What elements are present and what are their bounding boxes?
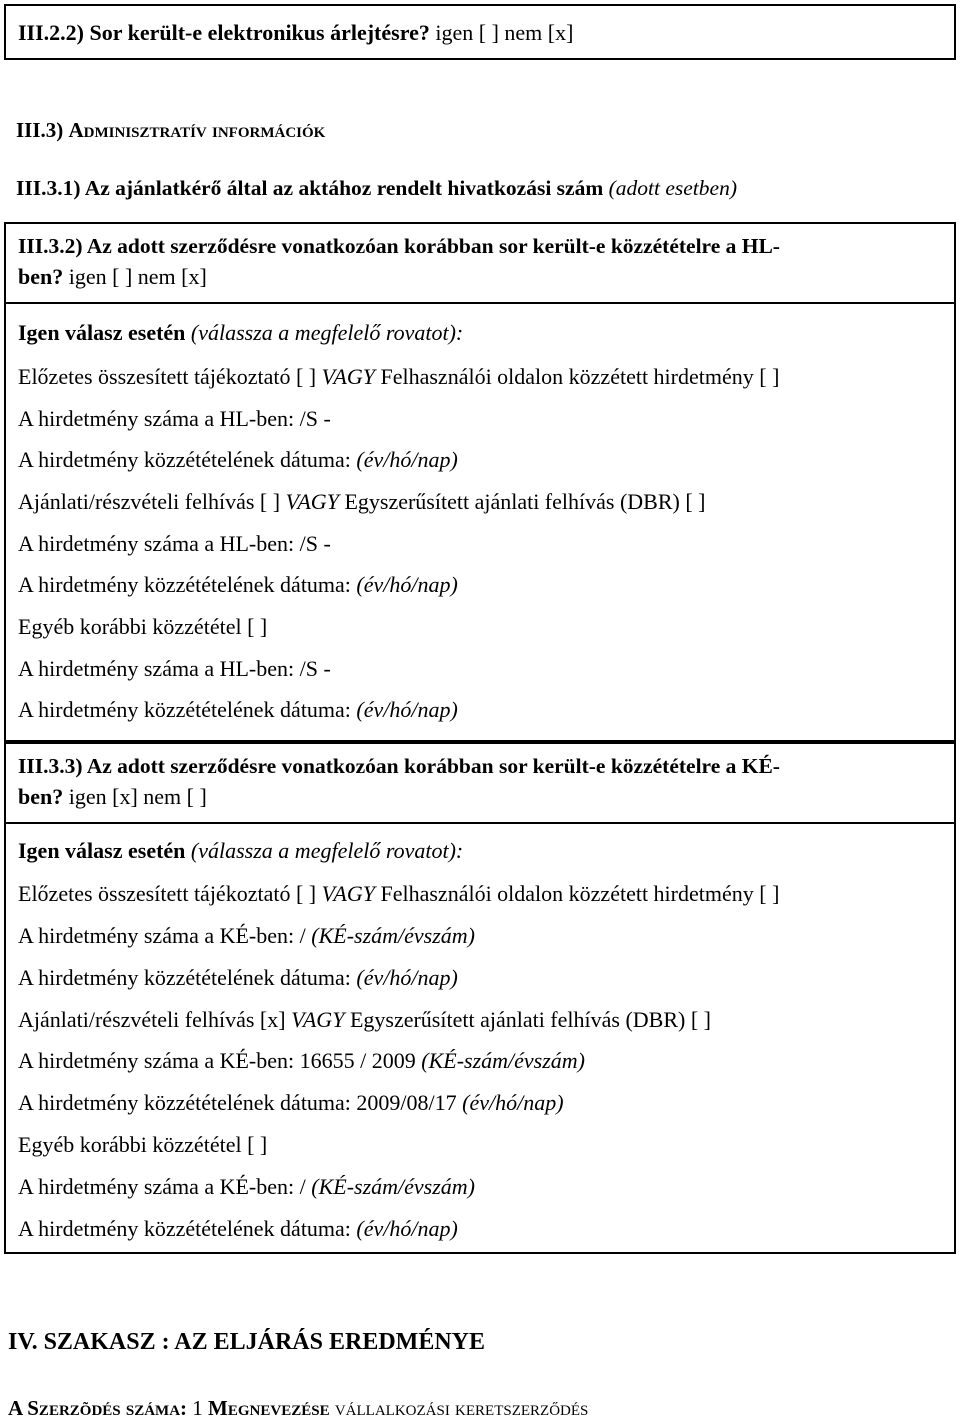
- ke-notice-date-1: A hirdetmény közzétételének dátuma: (év/hó/nap): [18, 965, 458, 990]
- hl-notice-date-3: A hirdetmény közzétételének dátuma: (év/hó/nap): [18, 697, 458, 722]
- ke-option-call: Ajánlati/részvételi felhívás [x] VAGY Egyszerűsített ajánlati felhívás (DBR) [ ]: [18, 1007, 711, 1032]
- ke-question-line2: ben? igen [x] nem [ ]: [18, 784, 207, 809]
- hl-notice-number-1: A hirdetmény száma a HL-ben: /S -: [18, 406, 331, 431]
- hl-reply-instruction: Igen válasz esetén (válassza a megfelelő rovatot):: [18, 320, 464, 345]
- hl-question-line2: ben? igen [ ] nem [x]: [18, 264, 207, 289]
- hl-option-call: Ajánlati/részvételi felhívás [ ] VAGY Egyszerűsített ajánlati felhívás (DBR) [ ]: [18, 489, 706, 514]
- hl-option-other: Egyéb korábbi közzététel [ ]: [18, 614, 268, 639]
- ke-option-prior-info: Előzetes összesített tájékoztató [ ] VAGY Felhasználói oldalon közzétett hirdetmény [ ]: [18, 881, 780, 906]
- hl-question-line1: III.3.2) Az adott szerződésre vonatkozóan korábban sor került-e közzétételre a HL-: [18, 234, 780, 258]
- admin-heading: III.3) Adminisztratív információk: [16, 118, 326, 142]
- hl-notice-date-1: A hirdetmény közzétételének dátuma: (év/hó/nap): [18, 447, 458, 472]
- hl-option-prior-info: Előzetes összesített tájékoztató [ ] VAGY Felhasználói oldalon közzétett hirdetmény [ ]: [18, 364, 780, 389]
- hl-divider: [6, 302, 954, 304]
- hl-notice-number-3: A hirdetmény száma a HL-ben: /S -: [18, 656, 331, 681]
- ke-notice-number-3: A hirdetmény száma a KÉ-ben: / (KÉ-szám/évszám): [18, 1174, 476, 1199]
- ke-divider: [6, 822, 954, 824]
- hl-publication-box: [4, 222, 956, 742]
- ke-notice-date-2: A hirdetmény közzétételének dátuma: 2009/08/17 (év/hó/nap): [18, 1090, 564, 1115]
- ke-notice-number-2: A hirdetmény száma a KÉ-ben: 16655 / 2009 (KÉ-szám/évszám): [18, 1048, 586, 1073]
- auction-question-box: [4, 4, 956, 60]
- ke-notice-number-1: A hirdetmény száma a KÉ-ben: / (KÉ-szám/évszám): [18, 923, 476, 948]
- contract-line: A Szerzõdés száma: 1 Megnevezése vállalkozási keretszerződés: [8, 1396, 589, 1420]
- ke-publication-box: [4, 742, 956, 1254]
- ke-option-other: Egyéb korábbi közzététel [ ]: [18, 1132, 268, 1157]
- hl-notice-number-2: A hirdetmény száma a HL-ben: /S -: [18, 531, 331, 556]
- section-iv-title: IV. SZAKASZ : AZ ELJÁRÁS EREDMÉNYE: [8, 1329, 485, 1355]
- ke-reply-instruction: Igen válasz esetén (válassza a megfelelő rovatot):: [18, 838, 464, 863]
- hl-notice-date-2: A hirdetmény közzétételének dátuma: (év/hó/nap): [18, 572, 458, 597]
- ke-question-line1: III.3.3) Az adott szerződésre vonatkozóan korábban sor került-e közzétételre a KÉ-: [18, 754, 780, 778]
- reference-number-question: III.3.1) Az ajánlatkérő által az aktához rendelt hivatkozási szám (adott esetben): [16, 176, 737, 200]
- auction-question: III.2.2) Sor került-e elektronikus árlejtésre? igen [ ] nem [x]: [18, 20, 574, 45]
- ke-notice-date-3: A hirdetmény közzétételének dátuma: (év/hó/nap): [18, 1216, 458, 1241]
